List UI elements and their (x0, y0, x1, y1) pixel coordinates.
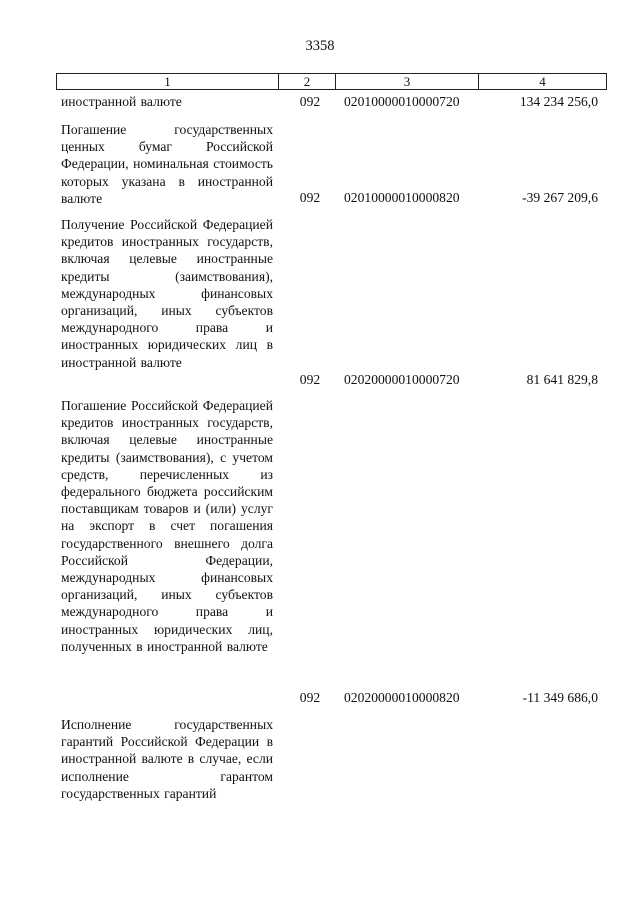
page-number: 3358 (305, 38, 335, 54)
column-header-1: 1 (57, 74, 279, 90)
row-description: иностранной валюте (61, 94, 182, 109)
row-kbk-code: 02020000010000820 (344, 690, 460, 705)
row-kbk-code: 02010000010000820 (344, 190, 460, 205)
row-amount: 134 234 256,0 (519, 94, 598, 109)
column-header-2: 2 (279, 74, 336, 90)
row-description: Погашение государственных ценных бумаг Российской Федерации, номинальная стоимость которых указана в иностранной валюте (61, 122, 273, 206)
row-admin-code: 092 (299, 372, 321, 387)
column-header-3: 3 (336, 74, 479, 90)
row-admin-code: 092 (299, 690, 321, 705)
row-description: Исполнение государственных гарантий Российской Федерации в иностранной валюте в случае, если исполнение гарантом государственных гарантий (61, 717, 273, 801)
row-admin-code: 092 (299, 190, 321, 205)
row-amount: -39 267 209,6 (522, 190, 598, 205)
table-column-header (56, 73, 607, 90)
row-amount: 81 641 829,8 (526, 372, 598, 387)
row-kbk-code: 02020000010000720 (344, 372, 460, 387)
row-admin-code: 092 (299, 94, 321, 109)
row-description: Получение Российской Федерацией кредитов иностранных государств, включая целевые иностранные кредиты (заимствования), международных финансовых организаций, иных субъектов международного права и иностранных юридических лиц в иностранной валюте (61, 217, 273, 370)
row-amount: -11 349 686,0 (522, 690, 598, 705)
row-kbk-code: 02010000010000720 (344, 94, 460, 109)
column-header-4: 4 (479, 74, 607, 90)
row-description: Погашение Российской Федерацией кредитов иностранных государств, включая целевые иностранные кредиты (заимствования), с учетом средств, перечисленных из федерального бюджета российским поставщикам товаров и (или) услуг на экспорт в счет погашения государственного внешнего долга Российской Федерации, международных финансовых организаций, иных субъектов международного права и иностранных юридических лиц, полученных в иностранной валюте (61, 398, 273, 654)
